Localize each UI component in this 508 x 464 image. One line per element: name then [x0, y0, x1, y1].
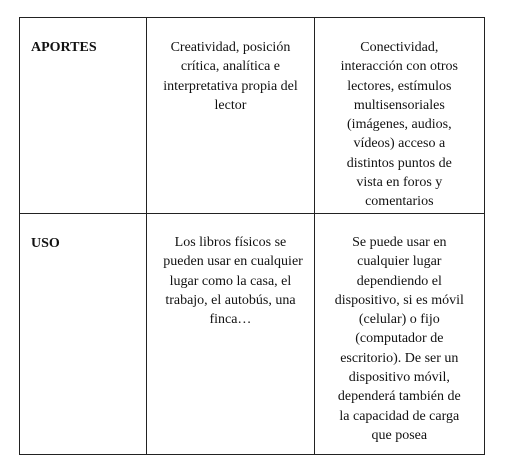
- text-line: lugar como la casa, el: [169, 273, 292, 289]
- uso-print-text: [147, 214, 313, 329]
- text-line: que posea: [371, 427, 428, 443]
- text-line: Se puede usar en: [352, 235, 447, 250]
- aportes-digital-cell: [314, 18, 484, 214]
- text-line: la capacidad de carga: [339, 408, 460, 424]
- row-label-cell: [20, 18, 147, 214]
- text-line: vista en foros y: [356, 175, 443, 191]
- text-line: interpretativa propia del: [163, 78, 298, 94]
- text-line: lector: [214, 97, 247, 113]
- row-label-aportes: APORTES: [31, 40, 97, 55]
- table-row-aportes: [20, 18, 485, 214]
- text-line: distintos puntos de: [346, 155, 452, 171]
- aportes-digital-text: [315, 18, 484, 212]
- uso-digital-text: [315, 214, 484, 445]
- text-line: multisensoriales: [353, 97, 445, 113]
- aportes-print-cell: [147, 18, 314, 214]
- text-line: finca…: [209, 312, 252, 328]
- text-line: escritorio). De ser un: [340, 350, 459, 366]
- text-line: pueden usar en cualquier: [163, 254, 303, 270]
- uso-digital-cell: [314, 214, 484, 455]
- text-line: lectores, estímulos: [347, 78, 452, 94]
- comparison-table: [19, 17, 485, 455]
- text-line: interacción con otros: [340, 59, 459, 75]
- text-line: (celular) o fijo: [358, 312, 440, 328]
- text-line: (computador de: [355, 331, 444, 347]
- text-line: Conectividad,: [360, 40, 439, 55]
- text-line: dependerá también de: [337, 389, 461, 405]
- text-line: Los libros físicos se: [174, 235, 287, 250]
- text-line: Creatividad, posición: [170, 40, 291, 55]
- row-label-cell: [20, 214, 147, 455]
- text-line: dispositivo, si es móvil: [334, 292, 464, 308]
- text-line: comentarios: [365, 194, 434, 210]
- text-line: dependiendo el: [356, 273, 442, 289]
- text-line: crítica, analítica e: [180, 59, 280, 75]
- text-line: trabajo, el autobús, una: [165, 292, 296, 308]
- table-row-uso: [20, 214, 485, 455]
- text-line: cualquier lugar: [357, 254, 442, 270]
- row-label-uso: USO: [31, 236, 60, 251]
- text-line: vídeos) acceso a: [353, 136, 446, 152]
- text-line: (imágenes, audios,: [347, 117, 452, 133]
- text-line: dispositivo móvil,: [348, 370, 450, 386]
- aportes-print-text: [147, 18, 313, 115]
- uso-print-cell: [147, 214, 314, 455]
